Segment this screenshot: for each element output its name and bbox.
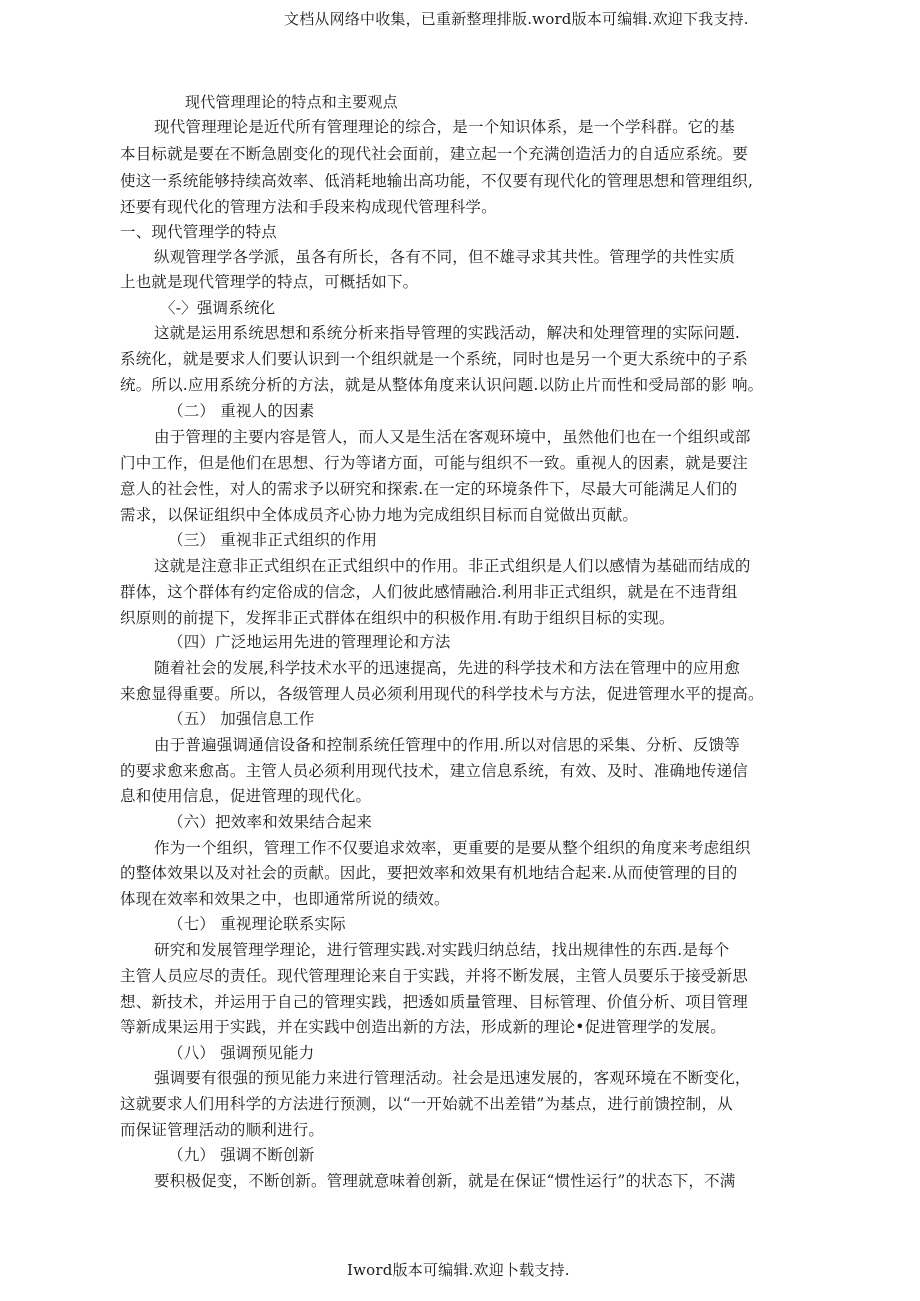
body-line: 的整体效果以及对社会的贡献。因此，要把效率和效果有机地结合起来.从而使管理的目的 xyxy=(120,864,738,882)
body-line: 随着社会的发展,科学技术水平的迅速提高，先进的科学技术和方法在管理中的应用愈 xyxy=(154,659,741,677)
subsection-heading: （八） 强调预见能力 xyxy=(168,1044,315,1062)
subsection-heading: （七） 重视理论联系实际 xyxy=(168,915,346,933)
subsection-heading: 〈-〉强调系统化 xyxy=(160,299,276,317)
body-line: 的要求愈来愈髙。主管人员必须利用现代技术，建立信息系统，有效、及时、准确地传递信 xyxy=(120,762,749,780)
body-line: 等新成果运用于实践，并在实践中创造出新的方法，形成新的理论•促进管理学的发展。 xyxy=(120,1018,726,1036)
body-line: 本目标就是要在不断急剧变化的现代社会面前，建立起一个充满创造活力的自适应系统。要 xyxy=(120,145,749,163)
page-header: 文档从网络中收集，已重新整理排版.word版本可编辑.欢迎下我支持. xyxy=(284,10,749,28)
subsection-heading: （五） 加强信息工作 xyxy=(168,710,315,728)
body-line: 使这一系统能够持续高效率、低消耗地输出高功能，不仅要有现代化的管理思想和管理组织, xyxy=(120,172,754,190)
body-line: 织原则的前提下，发挥非正式群体在组织中的积极作用.有助于组织目标的实现。 xyxy=(120,609,675,627)
body-line: 需求，以保证组织中全体成员齐心协力地为完成组织目标而自觉做出页献。 xyxy=(120,506,639,524)
body-line: 作为一个组织，管理工作不仅要追求效率，更重要的是要从整个组织的角度来考虑组织 xyxy=(154,839,751,857)
body-line: 门中工作，但是他们在思想、行为等诸方面，可能与组织不一致。重视人的因素，就是要注 xyxy=(120,454,749,472)
body-line: 息和使用信息，促进管理的现代化。 xyxy=(120,787,372,805)
subsection-heading: （九） 强调不断创新 xyxy=(168,1146,315,1164)
body-line: 想、新技术，并运用于自己的管理实践，把透如质量管理、目标管理、价值分析、项目管理 xyxy=(120,993,749,1011)
body-line: 要积极促变，不断创新。管理就意味着创新，就是在保证“惯性运行”的状态下，不满 xyxy=(154,1172,736,1190)
body-line: 由于普遍强调通信设备和控制系统任管理中的作用.所以对信思的采集、分析、反馈等 xyxy=(154,736,741,754)
body-line: 上也就是现代管理学的特点，可概括如下。 xyxy=(120,273,419,291)
body-line: 主管人员应尽的责任。现代管理理论来自于实践，并将不断发展，主管人员要乐于接受新思 xyxy=(120,967,749,985)
body-line: 强调要有很强的预见能力来进行管理活动。社会是迅速发展的，客观环境在不断变化， xyxy=(154,1069,751,1087)
body-line: 研究和发展管理学理论，进行管理实践.对实践归纳总结，找出规律性的东西.是每个 xyxy=(154,941,730,959)
page-footer: Iword版本可编辑.欢迎卜载支持. xyxy=(347,1261,570,1279)
document-title: 现代管理理论的特点和主要观点 xyxy=(185,93,398,111)
subsection-heading: （六）把效率和效果结合起来 xyxy=(168,813,373,831)
body-line: 体现在效率和效果之中，也即通常所说的绩效。 xyxy=(120,890,450,908)
subsection-heading: （二） 重视人的因素 xyxy=(168,402,315,420)
body-line: 这就是注意非正式组织在正式组织中的作用。非正式组织是人们以感情为基础而结成的 xyxy=(154,557,751,575)
subsection-heading: （四）广泛地运用先进的管理理论和方法 xyxy=(168,633,451,651)
body-line: 群体，这个群体有约定俗成的信念，人们彼此感情融洽.利用非正式组织，就是在不违背组 xyxy=(120,583,738,601)
section-heading: 一、现代管理学的特点 xyxy=(120,223,278,241)
body-line: 还要有现代化的管理方法和手段来构成现代管理科学。 xyxy=(120,198,497,216)
body-line: 现代管理理论是近代所有管理理论的综合，是一个知识体系，是一个学科群。它的基 xyxy=(154,118,735,136)
body-line: 而保证管理活动的顺利进行。 xyxy=(120,1121,325,1139)
subsection-heading: （三） 重视非正式组织的作用 xyxy=(168,531,378,549)
body-line: 这就要求人们用科学的方法进行预测，以“一开始就不出差错”为基点，进行前馈控制，从 xyxy=(120,1095,733,1113)
body-line: 纵观管理学各学派，虽各有所长，各有不同，但不雄寻求其共性。管理学的共性实质 xyxy=(154,248,735,266)
body-line: 意人的社会性，对人的需求予以研究和探索.在一定的环境条件下，尽最大可能满足人们的 xyxy=(120,480,738,498)
body-line: 系统化，就是要求人们要认识到一个组织就是一个系统，同时也是另一个更大系统中的子系 xyxy=(120,350,749,368)
body-line: 来愈显得重要。所以，各级管理人员必须利用现代的科学技术与方法，促进管理水平的提高。 xyxy=(120,685,764,703)
body-line: 由于管理的主要内容是管人，而人又是生活在客观环境中，虽然他们也在一个组织或部 xyxy=(154,428,751,446)
body-line: 统。所以.应用系统分析的方法，就是从整体角度来认识问题.以防止片而性和受局部的影 响。 xyxy=(120,376,764,394)
body-line: 这就是运用系统思想和系统分析来指导管理的实践活动，解决和处理管理的实际问题. xyxy=(154,324,741,342)
